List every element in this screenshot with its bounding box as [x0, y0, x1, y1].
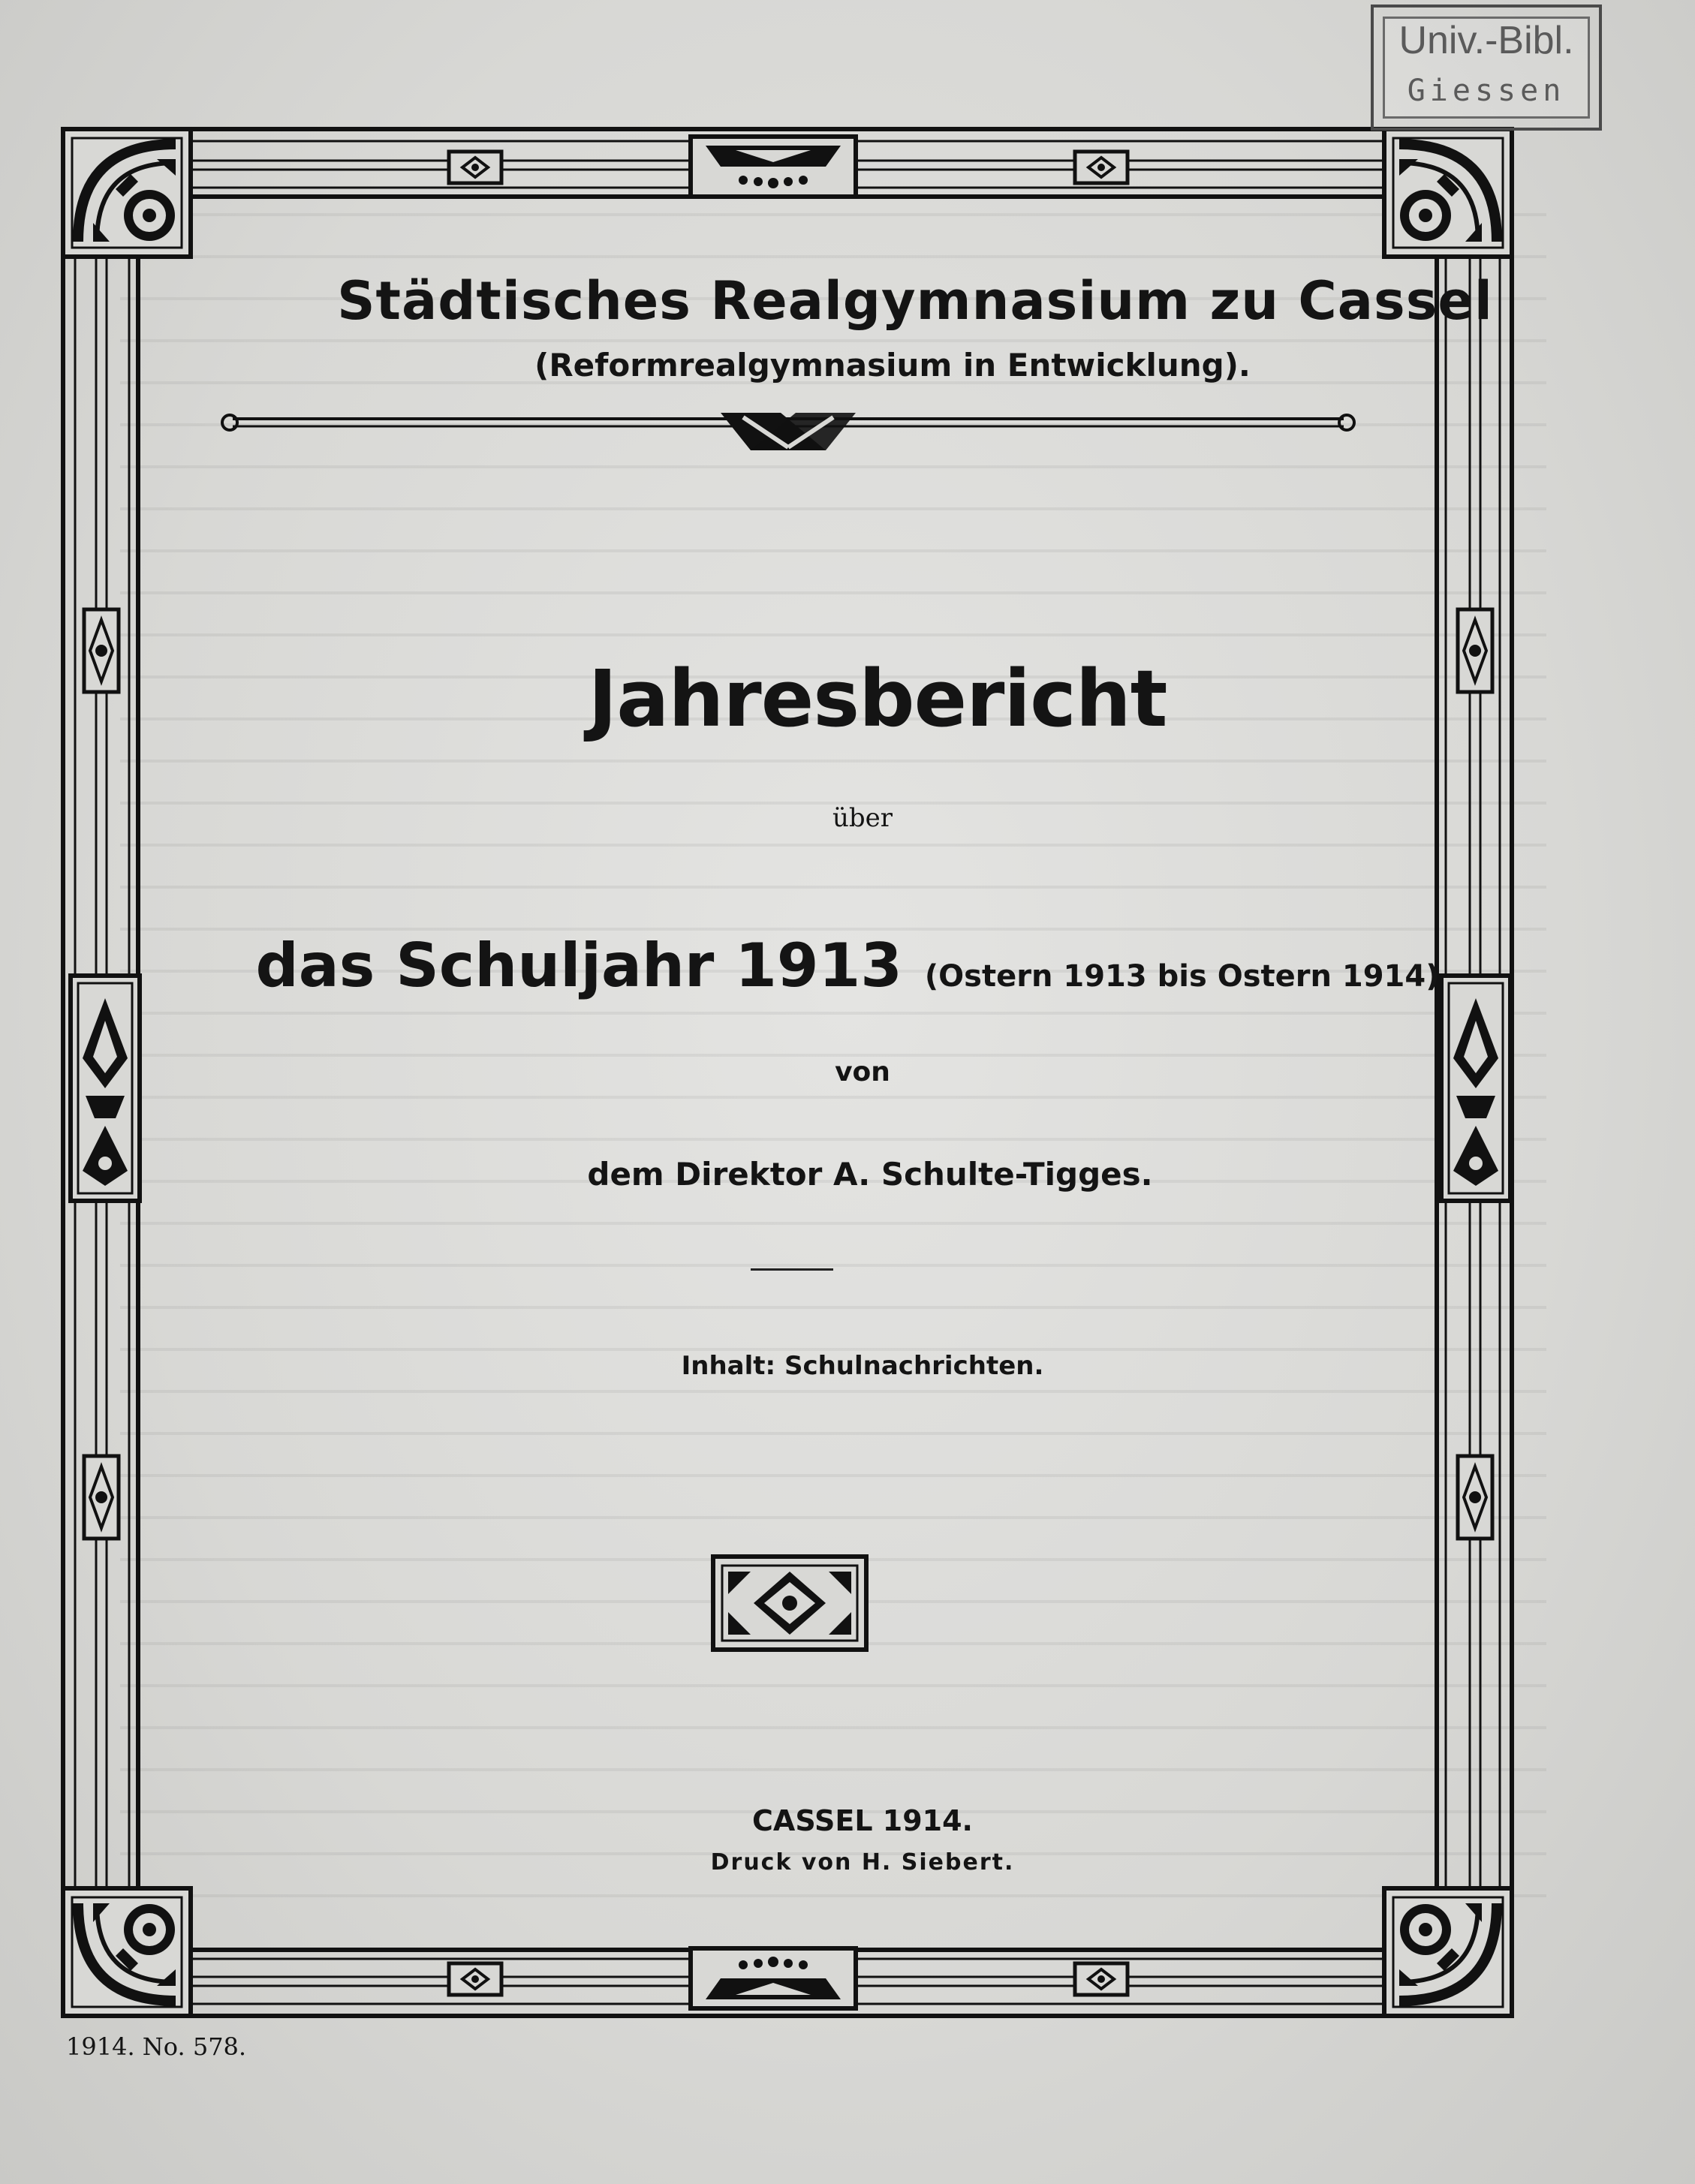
author-line: dem Direktor A. Schulte-Tigges. [587, 1156, 1153, 1193]
school-name-heading: Städtisches Realgymnasium zu Cassel [337, 270, 1493, 332]
imprint-place-year: CASSEL 1914. [752, 1804, 973, 1837]
school-year-period: (Ostern 1913 bis Ostern 1914) [924, 959, 1440, 994]
stamp-line-1: Univ.-Bibl. [1398, 19, 1574, 62]
library-stamp [1371, 5, 1602, 131]
short-divider [751, 1268, 833, 1271]
stamp-line-2: Giessen [1407, 74, 1566, 108]
preposition-ueber: über [832, 803, 893, 833]
contents-line: Inhalt: Schulnachrichten. [681, 1351, 1044, 1381]
report-title: Jahresbericht [588, 653, 1167, 745]
school-year-line [0, 931, 1695, 1000]
imprint-printer: Druck von H. Siebert. [710, 1849, 1015, 1876]
catalog-number: 1914. No. 578. [66, 2032, 247, 2061]
preposition-von: von [835, 1057, 890, 1087]
school-type-subtitle: (Reformrealgymnasium in Entwicklung). [534, 347, 1251, 384]
school-year-label: das Schuljahr 1913 [255, 931, 902, 1000]
